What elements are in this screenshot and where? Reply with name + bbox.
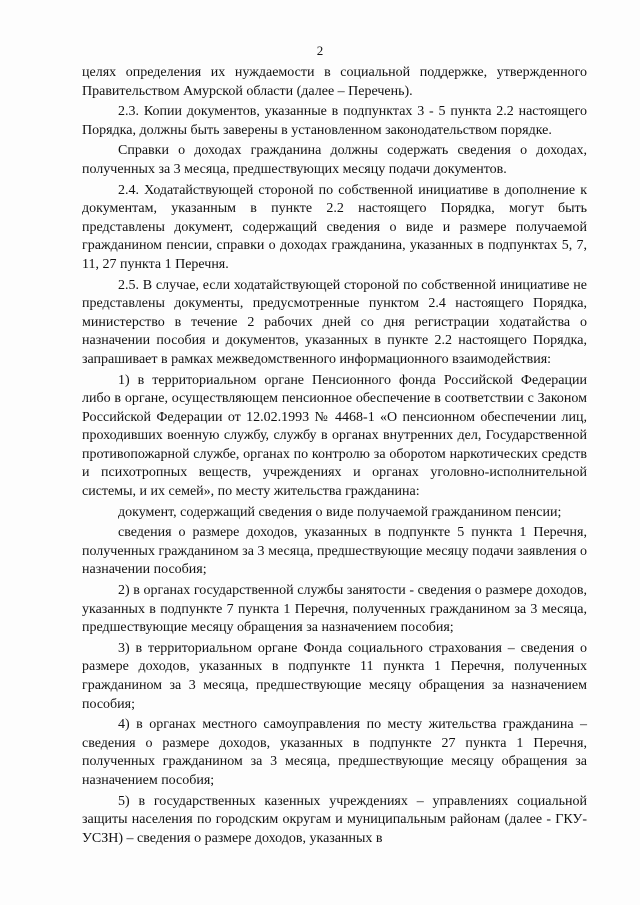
- paragraph-item-1: 1) в территориальном органе Пенсионного фонда Российской Федерации либо в органе, осуществляющем пенсионное обеспечение в соответствии с Законом Российской Федерации от 12.02.1993 № 4468-1 «О пенсионном обеспечении лиц, проходивших военную службу, службу в органах внутренних дел, Государственной противопожарной службе, органах по контролю за оборотом наркотических средств и психотропных веществ, учреждениях и органах уголовно-исполнительной системы, и их семей», по месту жительства гражданина:: [82, 372, 587, 500]
- paragraph-2-4: 2.4. Ходатайствующей стороной по собственной инициативе в дополнение к документам, указанным в пункте 2.2 настоящего Порядка, могут быть представлены документ, содержащий сведения о виде и размере получаемой гражданином пенсии, справки о доходах гражданина, указанных в подпунктах 5, 7, 11, 27 пункта 1 Перечня.: [82, 182, 587, 272]
- paragraph-continuation: целях определения их нуждаемости в социальной поддержке, утвержденного Правительством Амурской области (далее – Перечень).: [82, 65, 587, 99]
- paragraph-item-3: 3) в территориальном органе Фонда социального страхования – сведения о размере доходов, указанных в подпункте 11 пункта 1 Перечня, полученных гражданином за 3 месяца, предшествующие месяцу обращения за назначением пособия;: [82, 640, 587, 712]
- paragraph-item-1-income: сведения о размере доходов, указанных в подпункте 5 пункта 1 Перечня, полученных гражданином за 3 месяца, предшествующие месяцу подачи заявления о назначении пособия;: [82, 525, 587, 578]
- paragraph-2-3: 2.3. Копии документов, указанные в подпунктах 3 - 5 пункта 2.2 настоящего Порядка, должны быть заверены в установленном законодательством порядке.: [82, 104, 587, 138]
- paragraph-item-1-document: документ, содержащий сведения о виде получаемой гражданином пенсии;: [118, 504, 562, 520]
- page-number: 2: [316, 43, 324, 58]
- document-body: [82, 64, 587, 850]
- paragraph-item-4: 4) в органах местного самоуправления по месту жительства гражданина – сведения о размере доходов, указанных в подпункте 27 пункта 1 Перечня, полученных гражданином за 3 месяца, предшествующие месяцу обращения за назначением пособия;: [82, 717, 587, 788]
- paragraph-item-2: 2) в органах государственной службы занятости - сведения о размере доходов, указанных в подпункте 7 пункта 1 Перечня, полученных гражданином за 3 месяца, предшествующие месяцу обращения за назначением пособия;: [82, 583, 587, 636]
- paragraph-income-certificates: Справки о доходах гражданина должны содержать сведения о доходах, полученных за 3 месяца, предшествующих месяцу подачи документов.: [82, 143, 587, 177]
- paragraph-item-5: 5) в государственных казенных учреждениях – управлениях социальной защиты населения по городским округам и муниципальным районам (далее - ГКУ-УСЗН) – сведения о размере доходов, указанных в: [82, 793, 587, 846]
- paragraph-2-5: 2.5. В случае, если ходатайствующей стороной по собственной инициативе не представлены документы, предусмотренные пунктом 2.4 настоящего Порядка, министерство в течение 2 рабочих дней со дня регистрации ходатайства о назначении пособия и документов, указанных в пункте 2.2 настоящего Порядка, запрашивает в рамках межведомственного информационного взаимодействия:: [82, 277, 587, 367]
